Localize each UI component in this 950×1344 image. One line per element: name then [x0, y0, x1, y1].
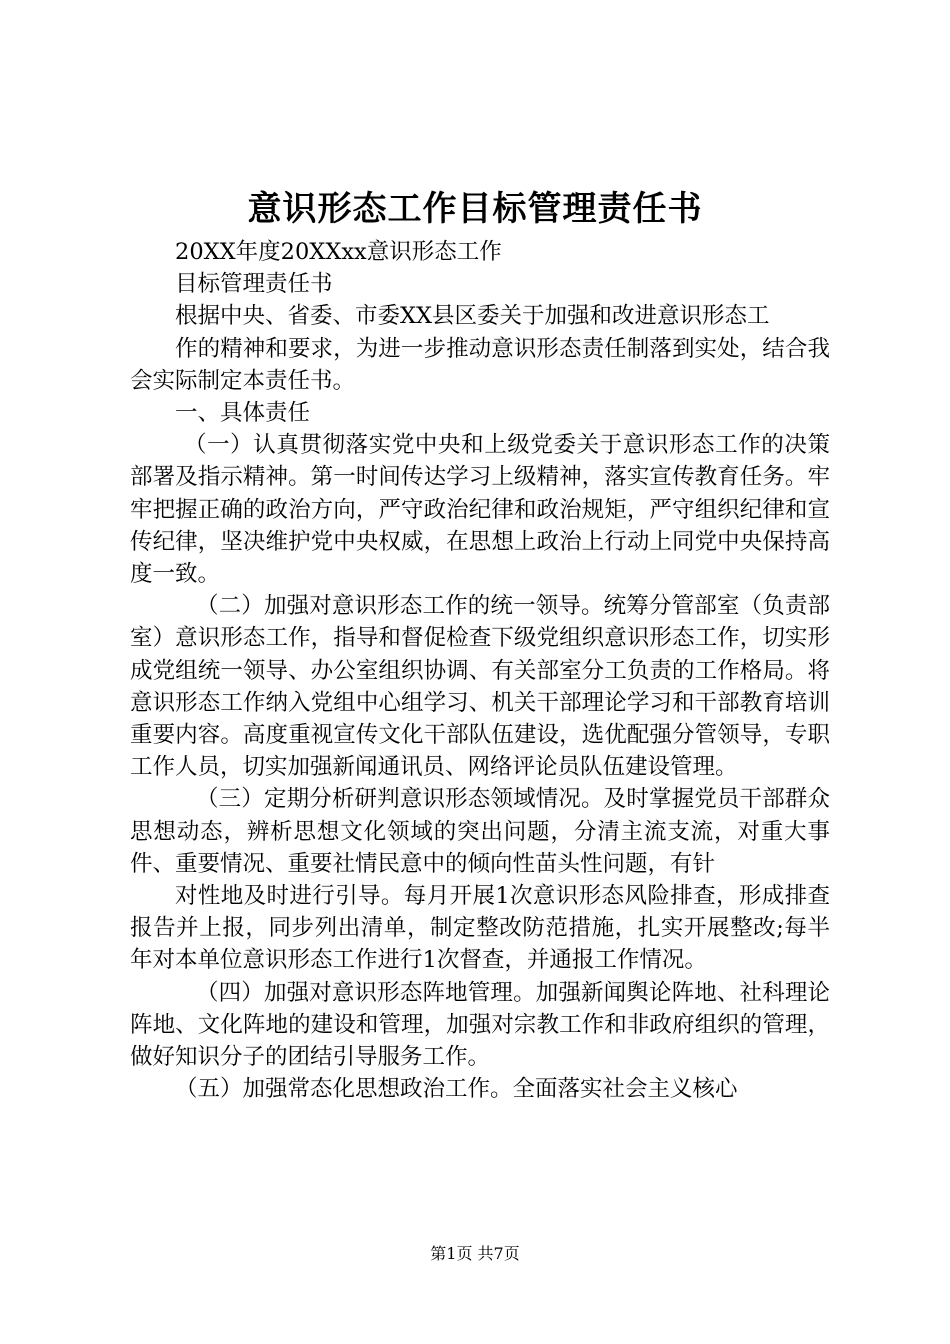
paragraph-item-5: （五）加强常态化思想政治工作。全面落实社会主义核心 [175, 1076, 738, 1103]
page-number-footer: 第1页 共7页 [430, 1244, 520, 1263]
document-title: 意识形态工作目标管理责任书 [247, 189, 703, 229]
paragraph-item-3: （三）定期分析研判意识形态领域情况。及时掌握党员干部群众思想动态，辨析思想文化领域的突出问题，分清主流支流，对重大事件、重要情况、重要社情民意中的倾向性苗头性问题，有针 [130, 786, 830, 877]
section-heading-responsibilities: 一、具体责任 [175, 400, 311, 427]
paragraph-year-line: 20XX年度20XXxx意识形态工作 [175, 239, 502, 265]
paragraph-item-3-continued: 对性地及时进行引导。每月开展1次意识形态风险排查，形成排查报告并上报，同步列出清单，制定整改防范措施，扎实开展整改;每半年对本单位意识形态工作进行1次督查，并通报工作情况。 [130, 883, 830, 974]
paragraph-intro-continued: 作的精神和要求，为进一步推动意识形态责任制落到实处，结合我会实际制定本责任书。 [130, 335, 830, 394]
document-body [130, 236, 830, 1105]
paragraph-intro: 根据中央、省委、市委XX县区委关于加强和改进意识形态工 [175, 303, 770, 330]
paragraph-subtitle: 目标管理责任书 [175, 271, 333, 298]
paragraph-item-1: （一）认真贯彻落实党中央和上级党委关于意识形态工作的决策部署及指示精神。第一时间传达学习上级精神，落实宣传教育任务。牢牢把握正确的政治方向，严守政治纪律和政治规矩，严守组织纪律和宣传纪律，坚决维护党中央权威，在思想上政治上行动上同党中央保持高度一致。 [130, 432, 830, 588]
paragraph-item-4: （四）加强对意识形态阵地管理。加强新闻舆论阵地、社科理论阵地、文化阵地的建设和管理，加强对宗教工作和非政府组织的管理，做好知识分子的团结引导服务工作。 [130, 979, 830, 1071]
paragraph-item-2: （二）加强对意识形态工作的统一领导。统筹分管部室（负责部室）意识形态工作，指导和督促检查下级党组织意识形态工作，切实形成党组统一领导、办公室组织协调、有关部室分工负责的工作格局。将意识形态工作纳入党组中心组学习、机关干部理论学习和干部教育培训重要内容。高度重视宣传文化干部队伍建设，选优配强分管领导，专职工作人员，切实加强新闻通讯员、网络评论员队伍建设管理。 [130, 593, 830, 781]
